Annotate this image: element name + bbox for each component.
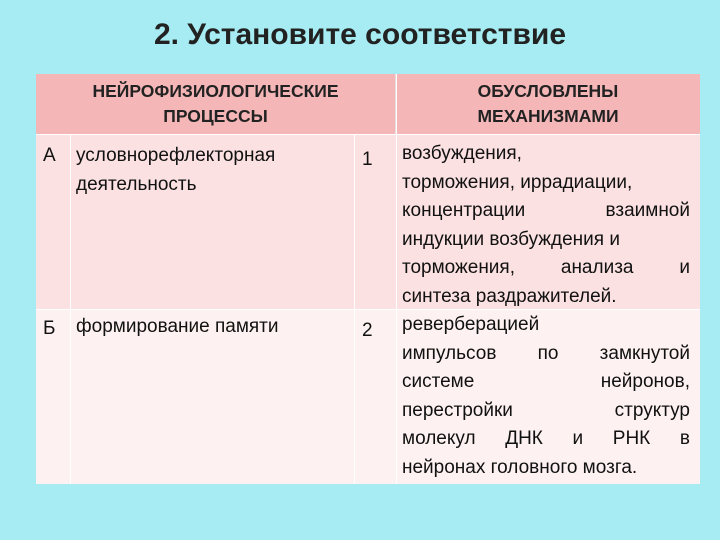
- header-processes: [36, 74, 396, 134]
- row-b-mechanism-line-1: реверберацией: [402, 314, 540, 335]
- row-a-letter-cell: [36, 134, 70, 309]
- row-b-process-cell: [70, 309, 354, 484]
- row-b-number: 2: [362, 320, 373, 341]
- row-a-process-line-1: условнорефлекторная: [76, 145, 276, 166]
- row-b-mechanism-line-2: импульсов по замкнутой: [402, 342, 690, 364]
- row-b-process-line-1: формирование памяти: [76, 316, 279, 337]
- row-b-letter-cell: [36, 309, 70, 484]
- row-a-mechanism-line-2: торможения, иррадиации,: [402, 171, 633, 193]
- row-b-mechanism-line-6: нейронах головного мозга.: [402, 456, 638, 478]
- row-a-letter: А: [43, 145, 56, 166]
- slide-title: 2. Установите соответствие: [153, 18, 567, 51]
- row-a-process-line-2: деятельность: [76, 173, 197, 195]
- row-a-mechanism-line-6: синтеза раздражителей.: [402, 285, 617, 307]
- grid-line: [36, 309, 700, 310]
- row-a-mechanism-line-1: возбуждения,: [402, 143, 522, 164]
- row-a-mechanism-line-4: индукции возбуждения и: [402, 228, 620, 250]
- row-a-number: 1: [362, 149, 373, 170]
- row-b-mechanism-cell: [396, 309, 700, 484]
- row-b-mechanism-line-5: молекул ДНК и РНК в: [402, 428, 690, 449]
- header-mechanisms: [396, 74, 700, 134]
- header-mechanisms-label: ОБУСЛОВЛЕНЫ МЕХАНИЗМАМИ: [477, 81, 619, 126]
- row-a-mechanism-line-3: концентрации взаимной: [402, 200, 690, 221]
- matching-table: [36, 74, 700, 484]
- row-b-number-cell: [354, 309, 396, 484]
- grid-line: [396, 74, 397, 484]
- row-b-letter: Б: [43, 318, 56, 339]
- header-processes-label: НЕЙРОФИЗИОЛОГИЧЕСКИЕ ПРОЦЕССЫ: [92, 81, 339, 126]
- row-a-mechanism-cell: [396, 134, 700, 309]
- row-b-mechanism-line-4: перестройки структур: [402, 399, 690, 421]
- row-a-number-cell: [354, 134, 396, 309]
- row-b-mechanism-line-3: системе нейронов,: [402, 371, 690, 392]
- row-a-mechanism-line-5: торможения, анализа и: [402, 257, 690, 278]
- grid-line: [36, 134, 700, 135]
- row-a-process-cell: [70, 134, 354, 309]
